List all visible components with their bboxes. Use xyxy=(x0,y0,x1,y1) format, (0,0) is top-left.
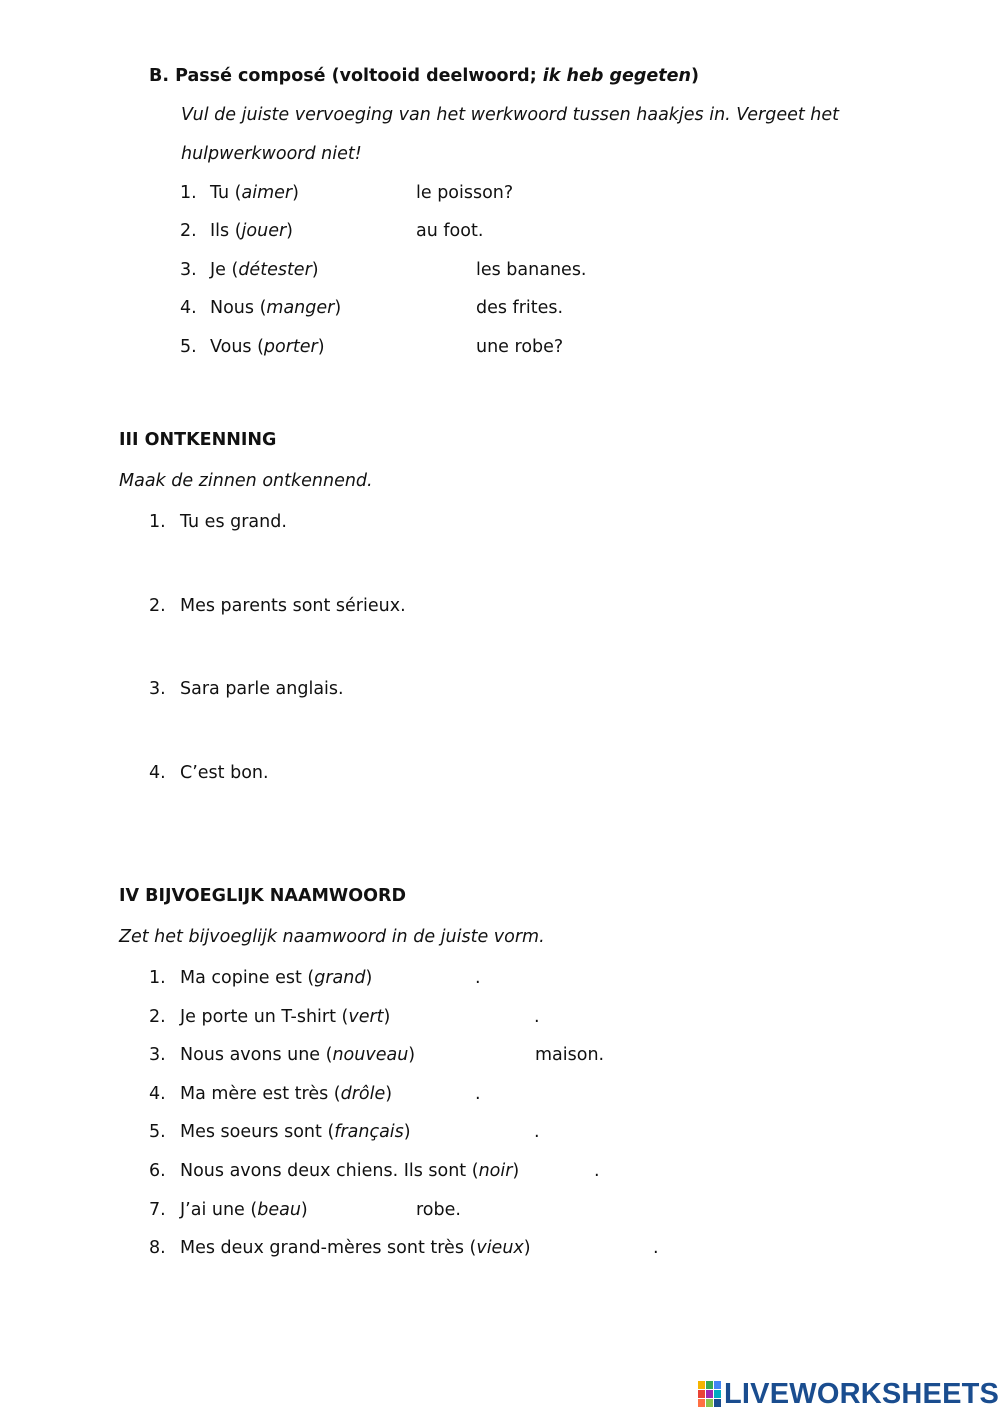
item-continuation: . xyxy=(475,1084,481,1104)
item-continuation: robe. xyxy=(416,1200,461,1220)
item-prompt: Je porte un T-shirt (vert) xyxy=(180,1007,391,1027)
answer-input[interactable] xyxy=(180,794,740,814)
section-b-letter: B. xyxy=(149,66,169,86)
item-continuation: le poisson? xyxy=(416,183,514,203)
item-prompt: Mes soeurs sont (français) xyxy=(180,1122,411,1142)
answer-input[interactable] xyxy=(402,1044,530,1064)
answer-input[interactable] xyxy=(370,967,474,987)
item-number: 3. xyxy=(180,260,197,280)
item-number: 1. xyxy=(149,512,166,532)
item-number: 8. xyxy=(149,1238,166,1258)
answer-input[interactable] xyxy=(180,543,740,563)
section-b-instruction-line1: Vul de juiste vervoeging van het werkwoord tussen haakjes in. Vergeet het xyxy=(181,105,840,125)
item-number: 2. xyxy=(149,1007,166,1027)
item-number: 5. xyxy=(180,337,197,357)
section-iii-instruction: Maak de zinnen ontkennend. xyxy=(119,471,373,491)
answer-input[interactable] xyxy=(300,182,410,202)
item-prompt: Mes deux grand-mères sont très (vieux) xyxy=(180,1238,531,1258)
answer-input[interactable] xyxy=(310,1199,410,1219)
item-number: 5. xyxy=(149,1122,166,1142)
item-number: 3. xyxy=(149,1045,166,1065)
answer-input[interactable] xyxy=(338,297,470,317)
item-continuation: . xyxy=(534,1122,540,1142)
answer-input[interactable] xyxy=(180,710,740,730)
item-number: 1. xyxy=(180,183,197,203)
answer-input[interactable] xyxy=(530,1237,650,1257)
liveworksheets-logo-icon xyxy=(698,1381,722,1407)
item-prompt: Nous (manger) xyxy=(210,298,342,318)
item-continuation: les bananes. xyxy=(476,260,587,280)
logo-text: LIVEWORKSHEETS xyxy=(724,1377,1000,1410)
item-number: 1. xyxy=(149,968,166,988)
item-prompt: Nous avons deux chiens. Ils sont (noir) xyxy=(180,1161,520,1181)
list-item xyxy=(180,185,197,203)
item-number: 4. xyxy=(180,298,197,318)
item-prompt: Ils (jouer) xyxy=(210,221,293,241)
answer-input[interactable] xyxy=(300,220,410,240)
section-b-heading xyxy=(149,68,699,86)
item-prompt: Vous (porter) xyxy=(210,337,325,357)
item-prompt: Tu (aimer) xyxy=(210,183,299,203)
item-prompt: Nous avons une (nouveau) xyxy=(180,1045,416,1065)
section-b-close: ) xyxy=(690,66,699,86)
answer-input[interactable] xyxy=(180,627,740,647)
item-sentence: Tu es grand. xyxy=(180,512,287,532)
item-number: 6. xyxy=(149,1161,166,1181)
item-sentence: C’est bon. xyxy=(180,763,269,783)
section-b-title: Passé composé (voltooid deelwoord; xyxy=(175,66,543,86)
item-continuation: maison. xyxy=(535,1045,605,1065)
section-b-instruction-line2: hulpwerkwoord niet! xyxy=(181,144,362,164)
section-b-example: ik heb gegeten xyxy=(542,66,691,86)
item-prompt: Ma mère est très (drôle) xyxy=(180,1084,393,1104)
answer-input[interactable] xyxy=(408,1006,532,1026)
item-sentence: Sara parle anglais. xyxy=(180,679,344,699)
item-number: 7. xyxy=(149,1200,166,1220)
item-continuation: . xyxy=(534,1007,540,1027)
item-prompt: Je (détester) xyxy=(210,260,319,280)
section-iv-instruction: Zet het bijvoeglijk naamwoord in de juiste vorm. xyxy=(119,927,545,947)
item-prompt: Ma copine est (grand) xyxy=(180,968,373,988)
answer-input[interactable] xyxy=(332,259,470,279)
answer-input[interactable] xyxy=(414,1121,532,1141)
item-number: 2. xyxy=(149,596,166,616)
answer-input[interactable] xyxy=(330,336,470,356)
section-iii-title: III ONTKENNING xyxy=(119,430,277,450)
item-number: 4. xyxy=(149,763,166,783)
item-sentence: Mes parents sont sérieux. xyxy=(180,596,406,616)
answer-input[interactable] xyxy=(398,1083,474,1103)
item-prompt: J’ai une (beau) xyxy=(180,1200,308,1220)
item-number: 3. xyxy=(149,679,166,699)
item-continuation: au foot. xyxy=(416,221,484,241)
liveworksheets-logo xyxy=(698,1379,999,1409)
item-continuation: des frites. xyxy=(476,298,564,318)
item-continuation: . xyxy=(653,1238,659,1258)
item-number: 4. xyxy=(149,1084,166,1104)
item-number: 2. xyxy=(180,221,197,241)
section-iv-title: IV BIJVOEGLIJK NAAMWOORD xyxy=(119,886,406,906)
item-continuation: . xyxy=(594,1161,600,1181)
item-continuation: . xyxy=(475,968,481,988)
item-continuation: une robe? xyxy=(476,337,564,357)
answer-input[interactable] xyxy=(516,1160,592,1180)
